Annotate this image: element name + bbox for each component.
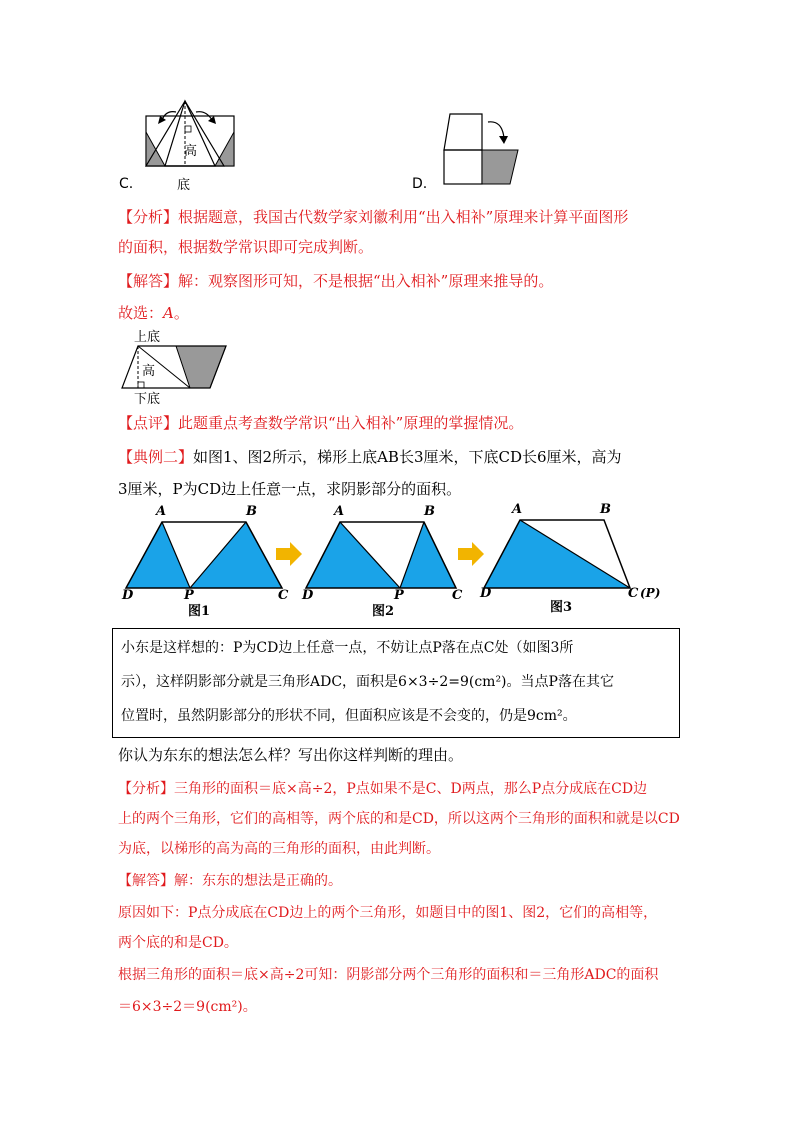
q1-height-label: 高 [142, 364, 156, 379]
option-c-base-label: 底 [177, 178, 191, 193]
q1-top-base-label: 上底 [134, 330, 161, 345]
xiaodong-reasoning-box [112, 628, 680, 738]
question-text: 你认为东东的想法怎么样？写出你这样判断的理由。 [118, 746, 464, 764]
example2-line-1 [118, 446, 622, 467]
option-d-label[interactable]: D. [412, 176, 428, 192]
example2-text-1: 如图1、图2所示，梯形上底AB长3厘米，下底CD长6厘米，高为 [193, 448, 622, 466]
q1-choice-prefix: 故选： [118, 304, 164, 322]
fig2-label-c: C [452, 588, 463, 603]
fig1-label-d: D [122, 588, 134, 603]
fig3-label-d: D [480, 586, 492, 601]
fig1-label-b: B [246, 504, 257, 519]
fig3-caption: 图3 [550, 600, 573, 615]
box-line-3: 位置时，虽然阴影部分的形状不同，但面积应该是不会变的，仍是9cm²。 [121, 708, 577, 724]
q2-reason-line-1: 原因如下：P点分成底在CD边上的两个三角形，如题目中的图1、图2，它们的高相等， [118, 905, 658, 921]
box-line-1: 小东是这样想的：P为CD边上任意一点，不妨让点P落在点C处（如图3所 [121, 640, 574, 656]
fig2-label-d: D [302, 588, 314, 603]
figure-3 [484, 520, 630, 588]
q2-formula-line-2: ＝6×3÷2＝9(cm²)。 [118, 999, 257, 1015]
fig3-label-c: C [628, 586, 639, 601]
fig1-label-c: C [278, 588, 289, 603]
fig1-label-p: P [184, 588, 194, 603]
fig3-label-a: A [512, 502, 523, 517]
fig1-caption: 图1 [188, 604, 211, 619]
example2-figures [118, 502, 678, 619]
option-c-figure [140, 96, 240, 196]
figure-1 [126, 522, 282, 588]
fig3-label-b: B [600, 502, 611, 517]
q1-analysis-line-2: 的面积，根据数学常识即可完成判断。 [118, 238, 374, 256]
q1-analysis-line-1: 【分析】根据题意，我国古代数学家刘徽利用“出入相补”原理来计算平面图形 [118, 208, 629, 226]
q2-reason-line-2: 两个底的和是CD。 [118, 935, 238, 951]
q2-formula-line-1: 根据三角形的面积＝底×高÷2可知：阴影部分两个三角形的面积和＝三角形ADC的面积 [118, 967, 659, 983]
q2-analysis-line-3: 为底，以梯形的高为高的三角形的面积，由此判断。 [118, 841, 440, 857]
q1-bottom-base-label: 下底 [134, 392, 161, 407]
q1-trapezoid-figure [118, 326, 238, 407]
arrow-1-icon [276, 542, 302, 566]
example2-tag: 【典例二】 [118, 448, 194, 466]
option-c-height-label: 高 [184, 144, 198, 159]
q2-answer: 【解答】解：东东的想法是正确的。 [118, 873, 342, 889]
example2-line-2: 3厘米，P为CD边上任意一点，求阴影部分的面积。 [118, 480, 462, 498]
q1-choice-value: A [163, 304, 174, 322]
fig3-label-p: (P) [640, 586, 661, 600]
q1-choice [118, 302, 189, 323]
figure-2 [306, 522, 456, 588]
fig2-caption: 图2 [372, 604, 395, 619]
arrow-2-icon [458, 542, 484, 566]
fig1-label-a: A [156, 504, 167, 519]
option-d-diagram [432, 108, 532, 188]
fig2-label-p: P [394, 588, 404, 603]
q2-analysis-line-2: 上的两个三角形，它们的高相等，两个底的和是CD，所以这两个三角形的面积和就是以CD [118, 811, 680, 827]
option-d-figure [432, 108, 532, 188]
q1-comment: 【点评】此题重点考查数学常识“出入相补”原理的掌握情况。 [118, 414, 524, 432]
q2-analysis-line-1: 【分析】三角形的面积＝底×高÷2，P点如果不是C、D两点，那么P点分成底在CD边 [118, 781, 648, 797]
option-c-label[interactable]: C. [119, 176, 134, 192]
q1-choice-suffix: 。 [173, 304, 189, 322]
fig2-label-a: A [334, 504, 345, 519]
q1-answer: 【解答】解：观察图形可知，不是根据“出入相补”原理来推导的。 [118, 272, 554, 290]
box-line-2: 示），这样阴影部分就是三角形ADC，面积是6×3÷2=9(cm²)。当点P落在其它 [121, 674, 614, 690]
fig2-label-b: B [424, 504, 435, 519]
